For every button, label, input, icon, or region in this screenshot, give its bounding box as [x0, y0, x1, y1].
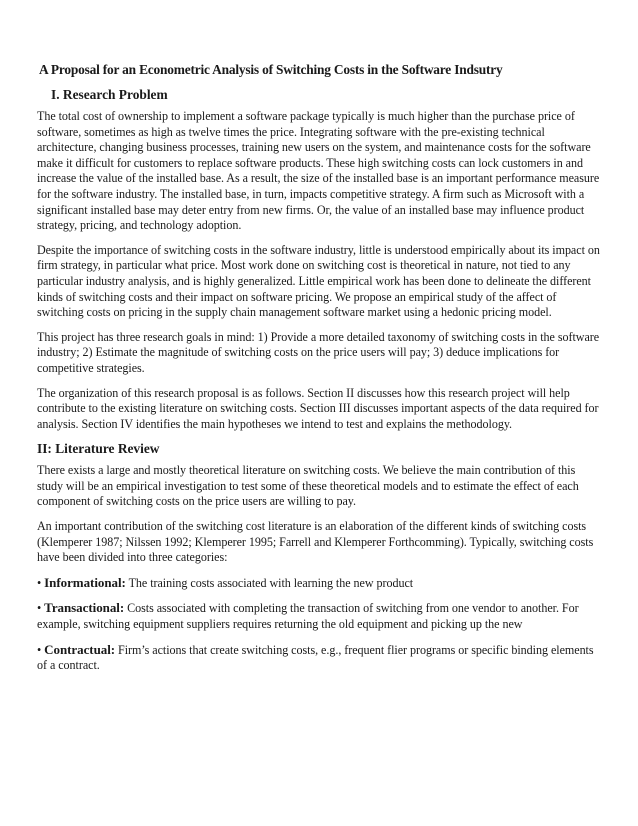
bullet-label-informational: Informational:	[44, 574, 126, 590]
section-heading-research-problem: I. Research Problem	[51, 87, 168, 102]
bullet-item-contractual	[37, 642, 603, 674]
section-heading-literature-review: II: Literature Review	[37, 441, 160, 457]
bullet-marker: •	[37, 575, 42, 590]
paragraph-organization: The organization of this research proposal is as follows. Section II discusses how this research project will help contribute to the existing literature on switching costs. Section III discusses important aspects of the data required for analysis. Section IV identifies the main hypotheses we intend to test and explains the methodology.	[37, 385, 599, 431]
paragraph-research-goals: This project has three research goals in mind: 1) Provide a more detailed taxonomy of switching costs in the software industry; 2) Estimate the magnitude of switching costs on the price users will pay; 3) deduce implications for competitive strategies.	[37, 329, 600, 375]
bullet-text-contractual: Firm’s actions that create switching costs, e.g., frequent flier programs or specific binding elements of a contract.	[37, 642, 594, 673]
bullet-marker: •	[37, 642, 42, 657]
paragraph-despite-importance: Despite the importance of switching costs in the software industry, little is understood empirically about its impact on firm strategy, in particular what price. Most work done on switching cost is theoretical in nature, not tied to any particular industry analysis, and is highly generalized. Little empirical work has been done to delineate the different kinds of switching costs and their impact on software pricing. We propose an empirical study of the affect of switching costs on pricing in the supply chain management software market using a hedonic pricing model.	[37, 242, 600, 320]
bullet-text-informational: The training costs associated with learning the new product	[125, 575, 414, 590]
paragraph-theoretical-literature: There exists a large and mostly theoretical literature on switching costs. We believe the main contribution of this study will be an empirical investigation to test some of these theoretical models and to estimate the effect of each component of switching costs on the price users are willing to pay.	[37, 463, 579, 509]
bullet-text-transactional: Costs associated with completing the transaction of switching from one vendor to another. For example, switching equipment suppliers requires returning the old equipment and picking up the new	[37, 601, 579, 632]
document-page	[37, 62, 603, 683]
bullet-marker: •	[37, 601, 42, 616]
bullet-item-transactional	[37, 600, 603, 632]
bullet-item-informational	[37, 575, 603, 592]
paragraph-switching-cost-kinds: An important contribution of the switching cost literature is an elaboration of the different kinds of switching costs (Klemperer 1987; Nilssen 1992; Klemperer 1995; Farrell and Klemperer Forthcomming). Typically, switching costs have been divided into three categories:	[37, 519, 594, 565]
paragraph-total-cost: The total cost of ownership to implement a software package typically is much higher than the purchase price of software, sometimes as high as twelve times the price. Integrating software with the pre-existing technical architecture, changing business processes, training new users on the system, and maintenance costs for the software make it difficult for customers to replace software products. These high switching costs can lock customers in and increase the value of the installed base. As a result, the size of the installed base is an important performance measure for the software industry. The installed base, in turn, impacts competitive strategy. A firm such as Microsoft with a significant installed base may deter entry from new firms. Or, the value of an installed base may influence product strategy, pricing, and technology adoption.	[37, 109, 600, 233]
bullet-label-transactional: Transactional:	[44, 600, 125, 616]
bullet-label-contractual: Contractual:	[44, 641, 116, 657]
document-title: A Proposal for an Econometric Analysis of Switching Costs in the Software Indsutry	[39, 62, 503, 77]
